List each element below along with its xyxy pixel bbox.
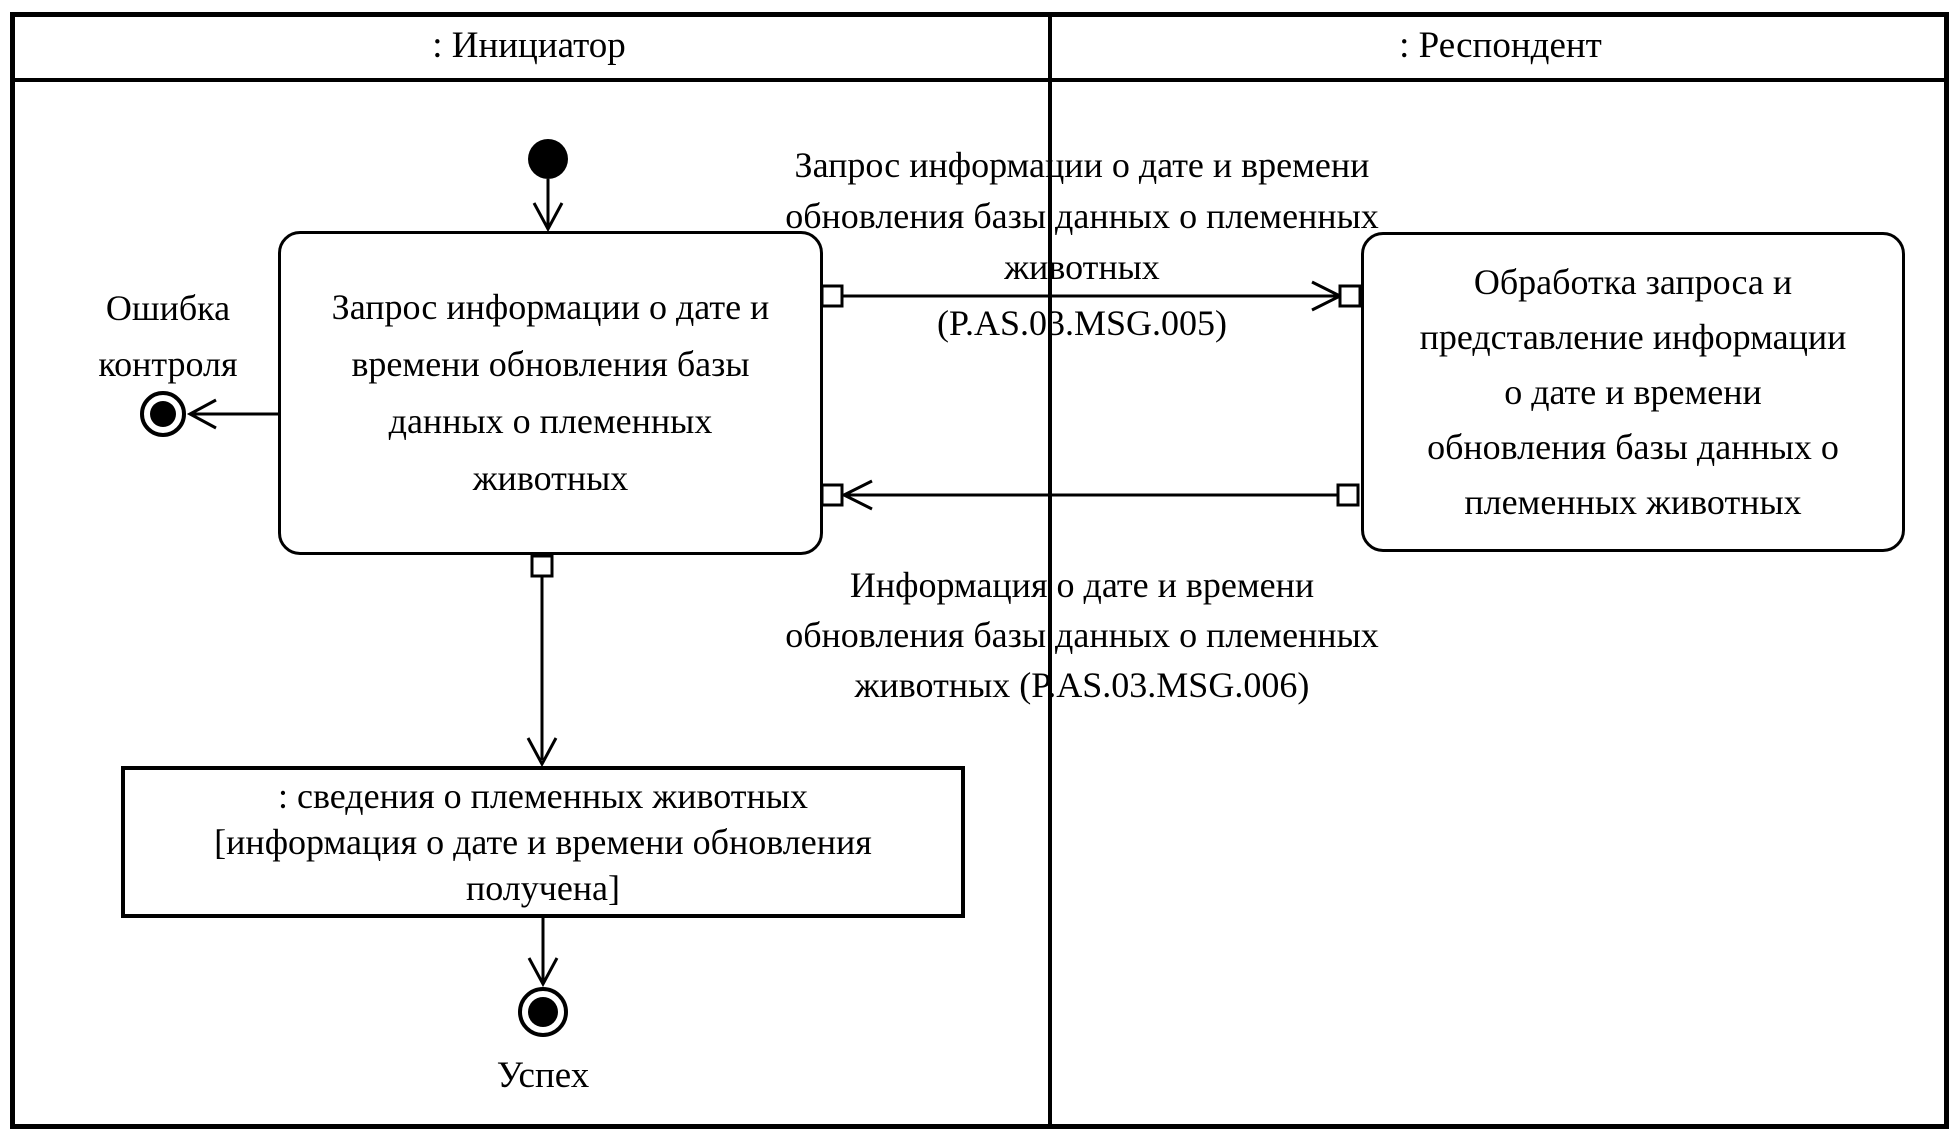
error-final-label: [53, 280, 283, 392]
activity-label-line: представление информации: [1419, 316, 1847, 357]
object-breeding-animal-info: [121, 766, 965, 918]
activity-label-line: о дате и времени: [1504, 371, 1762, 412]
message-response-label: [700, 560, 1464, 710]
object-label-line: получена]: [465, 868, 621, 908]
message-label-line: животных (P.AS.03.MSG.006): [854, 665, 1310, 705]
activity-label-line: племенных животных: [1464, 481, 1802, 522]
activity-label-line: времени обновления базы: [351, 344, 750, 384]
object-label-line: : сведения о племенных животных: [278, 776, 808, 816]
message-label-line: обновления базы данных о племенных: [785, 196, 1379, 236]
swimlane-header-initiator: [10, 12, 1048, 78]
message-label-line: Информация о дате и времени: [849, 565, 1315, 605]
swimlane-title-initiator: : Инициатор: [432, 24, 626, 66]
error-final-label-line: Ошибка: [105, 288, 231, 328]
error-final-label-line: контроля: [98, 344, 238, 384]
swimlane-header-separator: [10, 78, 1949, 82]
swimlane-header-respondent: [1052, 12, 1949, 78]
activity-label-line: обновления базы данных о: [1427, 426, 1839, 467]
activity-label-line: Обработка запроса и: [1473, 261, 1793, 302]
message-label-line: животных: [1004, 247, 1160, 287]
object-label-line: [информация о дате и времени обновления: [214, 822, 872, 862]
activity-label-line: животных: [472, 458, 629, 498]
activity-label-line: Запрос информации о дате и: [331, 287, 770, 327]
message-request-code: (P.AS.03.MSG.005): [936, 303, 1228, 343]
activity-label-line: данных о племенных: [388, 401, 713, 441]
swimlane-title-respondent: : Респондент: [1399, 24, 1602, 66]
message-label-line: Запрос информации о дате и времени: [794, 145, 1370, 185]
success-final-label: Успех: [496, 1055, 590, 1096]
message-label-line: обновления базы данных о племенных: [785, 615, 1379, 655]
message-request-label: [700, 140, 1464, 293]
